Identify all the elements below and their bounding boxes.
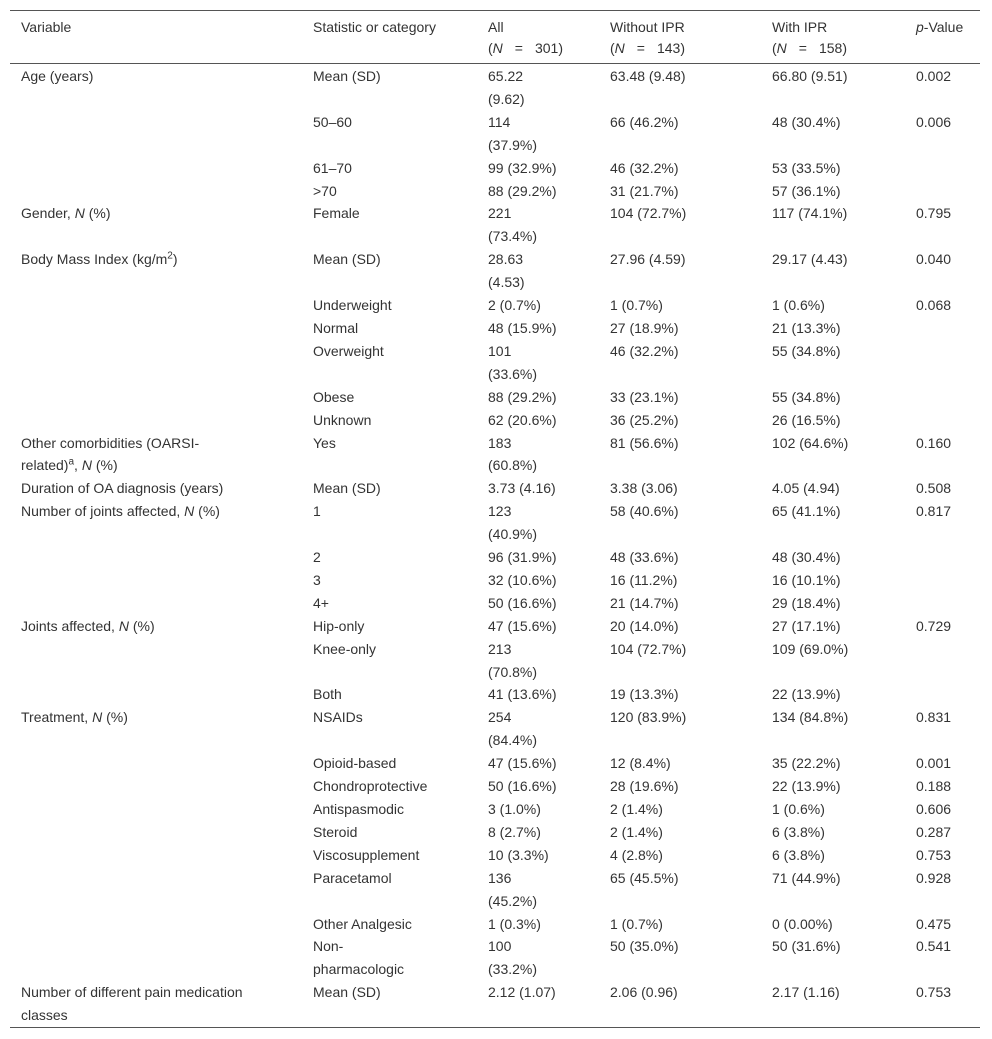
cell-variable xyxy=(10,432,302,478)
cell-all: 114 (37.9%) xyxy=(488,113,538,153)
variable-text: Number of joints affected, xyxy=(21,503,185,520)
cell-p-value: 0.753 xyxy=(916,846,952,863)
table-row xyxy=(10,317,980,340)
cell-p-value xyxy=(905,409,980,432)
cell-with-ipr: 50 (31.6%) xyxy=(772,938,841,955)
cell-statistic: Female xyxy=(313,205,360,222)
cell-statistic: 3 xyxy=(313,571,321,588)
cell-statistic: Viscosupplement xyxy=(313,846,420,863)
cell-with-ipr: 2.17 (1.16) xyxy=(772,984,840,1001)
variable-text: N xyxy=(81,457,92,474)
cell-all: 32 (10.6%) xyxy=(488,571,557,588)
table-row xyxy=(10,615,980,638)
variable-text: Body Mass Index (kg/m xyxy=(21,251,168,268)
cell-with-ipr: 26 (16.5%) xyxy=(772,411,841,428)
cell-with-ipr: 102 (64.6%) xyxy=(772,434,849,451)
table-row xyxy=(10,844,980,867)
table-row xyxy=(10,867,980,913)
cell-statistic: Other Analgesic xyxy=(313,915,412,932)
cell-without-ipr: 1 (0.7%) xyxy=(610,297,663,314)
cell-without-ipr: 1 (0.7%) xyxy=(610,915,663,932)
cell-all: 2 (0.7%) xyxy=(488,297,541,314)
cell-with-ipr: 71 (44.9%) xyxy=(772,869,841,886)
table-row xyxy=(10,569,980,592)
cell-with-ipr: 29.17 (4.43) xyxy=(772,251,848,268)
variable-text: , xyxy=(74,457,82,474)
cell-all: 28.63 (4.53) xyxy=(488,251,525,291)
cell-p-value: 0.006 xyxy=(916,113,952,130)
cell-variable xyxy=(10,615,302,638)
patient-characteristics-table xyxy=(10,10,980,1028)
cell-with-ipr: 4.05 (4.94) xyxy=(772,480,840,497)
cell-variable xyxy=(10,569,302,592)
cell-with-ipr: 55 (34.8%) xyxy=(772,388,841,405)
cell-without-ipr: 63.48 (9.48) xyxy=(610,68,686,84)
cell-without-ipr: 12 (8.4%) xyxy=(610,755,671,772)
cell-p-value xyxy=(905,592,980,615)
cell-variable xyxy=(10,867,302,913)
cell-variable xyxy=(10,638,302,684)
variable-text: Other comorbidities (OARSI-related) xyxy=(21,434,200,474)
cell-statistic: Antispasmodic xyxy=(313,801,405,817)
cell-all: 3 (1.0%) xyxy=(488,801,541,817)
cell-all: 221 (73.4%) xyxy=(488,205,538,245)
table-row xyxy=(10,180,980,203)
variable-text: 2 xyxy=(167,250,173,262)
cell-variable xyxy=(10,294,302,317)
variable-text: (%) xyxy=(84,205,111,222)
table-row xyxy=(10,752,980,775)
cell-p-value: 0.287 xyxy=(916,823,952,840)
cell-variable xyxy=(10,340,302,386)
header-without-n: 143 xyxy=(656,40,681,56)
cell-without-ipr: 27 (18.9%) xyxy=(610,319,679,336)
cell-all: 96 (31.9%) xyxy=(488,549,557,566)
cell-p-value xyxy=(905,180,980,203)
cell-statistic: Overweight xyxy=(313,342,384,359)
n-symbol: N xyxy=(492,40,503,56)
cell-statistic: 2 xyxy=(313,549,321,566)
cell-statistic: Opioid-based xyxy=(313,755,397,772)
cell-statistic: NSAIDs xyxy=(313,709,363,726)
cell-with-ipr: 57 (36.1%) xyxy=(772,182,841,199)
cell-statistic: Mean (SD) xyxy=(313,984,381,1001)
cell-with-ipr: 65 (41.1%) xyxy=(772,503,841,520)
table-row xyxy=(10,546,980,569)
table-row xyxy=(10,821,980,844)
cell-with-ipr: 29 (18.4%) xyxy=(772,594,841,611)
cell-all: 41 (13.6%) xyxy=(488,686,557,703)
cell-p-value xyxy=(905,683,980,706)
table-row xyxy=(10,477,980,500)
cell-without-ipr: 20 (14.0%) xyxy=(610,617,679,634)
cell-with-ipr: 16 (10.1%) xyxy=(772,571,841,588)
variable-text: N xyxy=(118,617,129,634)
table-row xyxy=(10,64,980,111)
table-row xyxy=(10,775,980,798)
cell-variable xyxy=(10,752,302,775)
cell-without-ipr: 65 (45.5%) xyxy=(610,869,679,886)
cell-p-value xyxy=(905,569,980,592)
variable-text: (%) xyxy=(194,503,220,520)
variable-text: N xyxy=(184,503,195,520)
cell-variable xyxy=(10,683,302,706)
header-without-ipr: Without IPR (N = 143) xyxy=(610,19,686,56)
cell-all: 47 (15.6%) xyxy=(488,617,557,634)
cell-without-ipr: 27.96 (4.59) xyxy=(610,251,686,268)
header-statistic: Statistic or category xyxy=(313,19,436,35)
n-symbol: N xyxy=(614,40,625,56)
cell-all: 88 (29.2%) xyxy=(488,388,557,405)
variable-text: Joints affected, xyxy=(21,617,119,634)
cell-statistic: Hip-only xyxy=(313,617,365,634)
table-row xyxy=(10,500,980,546)
cell-with-ipr: 27 (17.1%) xyxy=(772,617,841,634)
cell-variable xyxy=(10,546,302,569)
cell-with-ipr: 21 (13.3%) xyxy=(772,319,841,336)
cell-statistic: 4+ xyxy=(313,594,329,611)
cell-statistic: Mean (SD) xyxy=(313,480,381,497)
cell-p-value: 0.160 xyxy=(916,434,952,451)
cell-all: 136 (45.2%) xyxy=(488,869,538,909)
variable-text: N xyxy=(92,709,103,726)
variable-text: Age (years) xyxy=(21,68,94,84)
cell-with-ipr: 117 (74.1%) xyxy=(772,205,848,222)
cell-without-ipr: 2 (1.4%) xyxy=(610,801,663,817)
cell-without-ipr: 81 (56.6%) xyxy=(610,434,679,451)
cell-p-value: 0.002 xyxy=(916,68,952,84)
table-row xyxy=(10,157,980,180)
cell-p-value xyxy=(905,386,980,409)
table-row xyxy=(10,913,980,936)
header-without-label: Without IPR xyxy=(610,19,685,35)
cell-statistic: Obese xyxy=(313,388,355,405)
cell-p-value: 0.001 xyxy=(916,755,952,772)
cell-without-ipr: 33 (23.1%) xyxy=(610,388,679,405)
cell-p-value: 0.068 xyxy=(916,297,952,314)
variable-text: a xyxy=(68,456,75,468)
cell-all: 3.73 (4.16) xyxy=(488,480,556,497)
cell-statistic: Mean (SD) xyxy=(313,68,381,84)
equals: = xyxy=(798,40,807,56)
table-row xyxy=(10,409,980,432)
cell-with-ipr: 0 (0.00%) xyxy=(772,915,833,932)
cell-without-ipr: 104 (72.7%) xyxy=(610,205,687,222)
cell-without-ipr: 46 (32.2%) xyxy=(610,159,679,176)
cell-statistic: Knee-only xyxy=(313,640,377,657)
cell-all: 99 (32.9%) xyxy=(488,159,557,176)
cell-p-value: 0.729 xyxy=(916,617,952,634)
p-value-label: -Value xyxy=(923,19,964,35)
cell-statistic: Underweight xyxy=(313,297,392,314)
cell-variable xyxy=(10,202,302,248)
cell-p-value: 0.606 xyxy=(916,801,952,817)
cell-without-ipr: 46 (32.2%) xyxy=(610,342,679,359)
cell-p-value xyxy=(905,157,980,180)
table-row xyxy=(10,638,980,684)
cell-variable xyxy=(10,935,302,981)
cell-all: 254 (84.4%) xyxy=(488,709,538,749)
cell-with-ipr: 22 (13.9%) xyxy=(772,686,841,703)
equals: = xyxy=(514,40,523,56)
cell-without-ipr: 28 (19.6%) xyxy=(610,778,679,795)
table-row xyxy=(10,111,980,157)
cell-variable xyxy=(10,64,302,111)
variable-text: (%) xyxy=(91,457,118,474)
cell-with-ipr: 48 (30.4%) xyxy=(772,549,841,566)
cell-variable xyxy=(10,409,302,432)
cell-statistic: Unknown xyxy=(313,411,372,428)
cell-without-ipr: 16 (11.2%) xyxy=(610,571,678,588)
cell-without-ipr: 120 (83.9%) xyxy=(610,709,687,726)
header-p-value xyxy=(905,11,980,64)
cell-without-ipr: 58 (40.6%) xyxy=(610,503,679,520)
cell-statistic: 1 xyxy=(313,503,321,520)
cell-without-ipr: 66 (46.2%) xyxy=(610,113,679,130)
cell-variable xyxy=(10,981,302,1027)
cell-with-ipr: 53 (33.5%) xyxy=(772,159,841,176)
variable-text: (%) xyxy=(128,617,155,634)
cell-p-value: 0.928 xyxy=(916,869,952,886)
cell-with-ipr: 22 (13.9%) xyxy=(772,778,841,795)
cell-statistic: 50–60 xyxy=(313,113,352,130)
cell-without-ipr: 48 (33.6%) xyxy=(610,549,679,566)
table-row xyxy=(10,592,980,615)
cell-with-ipr: 134 (84.8%) xyxy=(772,709,849,726)
table-row xyxy=(10,935,980,981)
cell-variable xyxy=(10,844,302,867)
cell-with-ipr: 6 (3.8%) xyxy=(772,823,825,840)
cell-without-ipr: 3.38 (3.06) xyxy=(610,480,678,497)
header-all-label: All xyxy=(488,19,504,35)
cell-all: 1 (0.3%) xyxy=(488,915,541,932)
cell-variable xyxy=(10,798,302,821)
variable-text: Gender, xyxy=(21,205,75,222)
table-row xyxy=(10,432,980,478)
cell-all: 8 (2.7%) xyxy=(488,823,541,840)
cell-statistic: Mean (SD) xyxy=(313,251,381,268)
table-row xyxy=(10,386,980,409)
variable-text: N xyxy=(74,205,85,222)
cell-variable xyxy=(10,180,302,203)
table-row xyxy=(10,981,980,1027)
variable-text: Number of different pain medication classes xyxy=(21,984,243,1024)
table-row xyxy=(10,706,980,752)
cell-all: 10 (3.3%) xyxy=(488,846,549,863)
cell-without-ipr: 2 (1.4%) xyxy=(610,823,663,840)
cell-without-ipr: 50 (35.0%) xyxy=(610,938,679,955)
cell-variable xyxy=(10,500,302,546)
variable-text: Treatment, xyxy=(21,709,93,726)
header-variable: Variable xyxy=(21,19,72,35)
cell-with-ipr: 109 (69.0%) xyxy=(772,640,849,657)
cell-statistic: Both xyxy=(313,686,342,703)
table-row xyxy=(10,294,980,317)
cell-p-value: 0.795 xyxy=(916,205,952,222)
header-all: All (N = 301) xyxy=(488,19,564,56)
cell-p-value: 0.508 xyxy=(916,480,952,497)
cell-variable xyxy=(10,111,302,157)
cell-with-ipr: 1 (0.6%) xyxy=(772,801,825,817)
cell-statistic: Steroid xyxy=(313,823,358,840)
cell-p-value xyxy=(905,638,980,684)
cell-all: 47 (15.6%) xyxy=(488,755,557,772)
variable-text: Duration of OA diagnosis (years) xyxy=(21,480,224,497)
cell-variable xyxy=(10,706,302,752)
cell-variable xyxy=(10,248,302,294)
cell-p-value: 0.475 xyxy=(916,915,952,932)
cell-all: 48 (15.9%) xyxy=(488,319,557,336)
cell-variable xyxy=(10,317,302,340)
cell-p-value: 0.188 xyxy=(916,778,952,795)
cell-all: 65.22 (9.62) xyxy=(488,68,525,107)
cell-p-value: 0.541 xyxy=(916,938,952,955)
cell-variable xyxy=(10,821,302,844)
header-with-ipr: With IPR (N = 158) xyxy=(772,19,848,56)
cell-without-ipr: 21 (14.7%) xyxy=(610,594,679,611)
cell-without-ipr: 2.06 (0.96) xyxy=(610,984,678,1001)
cell-all: 100 (33.2%) xyxy=(488,938,538,978)
table-row xyxy=(10,683,980,706)
cell-with-ipr: 35 (22.2%) xyxy=(772,755,841,772)
n-symbol: N xyxy=(776,40,787,56)
cell-variable xyxy=(10,913,302,936)
cell-all: 123 (40.9%) xyxy=(488,503,538,543)
header-all-n: 301 xyxy=(534,40,559,56)
p-italic: p xyxy=(916,19,924,35)
variable-text: (%) xyxy=(102,709,128,726)
cell-variable xyxy=(10,775,302,798)
cell-all: 50 (16.6%) xyxy=(488,778,557,795)
table-row xyxy=(10,340,980,386)
cell-p-value xyxy=(905,317,980,340)
cell-statistic: Yes xyxy=(313,434,336,451)
cell-statistic: 61–70 xyxy=(313,159,352,176)
cell-without-ipr: 19 (13.3%) xyxy=(610,686,679,703)
cell-without-ipr: 4 (2.8%) xyxy=(610,846,663,863)
cell-with-ipr: 55 (34.8%) xyxy=(772,342,841,359)
cell-p-value xyxy=(905,546,980,569)
cell-without-ipr: 104 (72.7%) xyxy=(610,640,687,657)
cell-p-value: 0.831 xyxy=(916,709,952,726)
cell-all: 50 (16.6%) xyxy=(488,594,557,611)
cell-all: 101 (33.6%) xyxy=(488,342,538,382)
cell-variable xyxy=(10,477,302,500)
table-row xyxy=(10,798,980,821)
cell-with-ipr: 6 (3.8%) xyxy=(772,846,825,863)
cell-statistic: Paracetamol xyxy=(313,869,392,886)
cell-with-ipr: 66.80 (9.51) xyxy=(772,68,848,84)
cell-p-value: 0.817 xyxy=(916,503,952,520)
cell-variable xyxy=(10,592,302,615)
cell-without-ipr: 31 (21.7%) xyxy=(610,182,679,199)
variable-text: ) xyxy=(172,251,178,268)
header-with-label: With IPR xyxy=(772,19,828,35)
cell-all: 62 (20.6%) xyxy=(488,411,557,428)
cell-statistic: Normal xyxy=(313,319,359,336)
cell-without-ipr: 36 (25.2%) xyxy=(610,411,679,428)
cell-variable xyxy=(10,157,302,180)
cell-statistic: >70 xyxy=(313,182,337,199)
cell-variable xyxy=(10,386,302,409)
cell-all: 183 (60.8%) xyxy=(488,434,538,474)
cell-p-value: 0.040 xyxy=(916,251,952,268)
table-row xyxy=(10,248,980,294)
cell-all: 213 (70.8%) xyxy=(488,640,538,680)
cell-statistic: Non-pharmacologic xyxy=(313,938,405,978)
cell-p-value xyxy=(905,340,980,386)
equals: = xyxy=(636,40,645,56)
header-row xyxy=(10,11,980,64)
cell-with-ipr: 48 (30.4%) xyxy=(772,113,841,130)
cell-statistic: Chondroprotective xyxy=(313,778,428,795)
header-with-n: 158 xyxy=(818,40,843,56)
cell-all: 2.12 (1.07) xyxy=(488,984,556,1001)
table-row xyxy=(10,202,980,248)
cell-all: 88 (29.2%) xyxy=(488,182,557,199)
cell-with-ipr: 1 (0.6%) xyxy=(772,297,825,314)
cell-p-value: 0.753 xyxy=(916,984,952,1001)
